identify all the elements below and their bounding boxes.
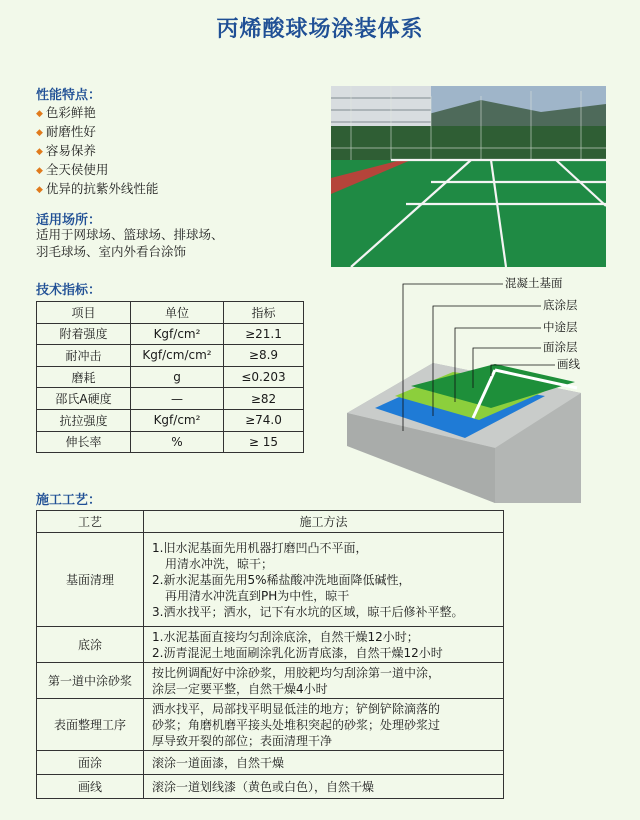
process-step: 底涂: [37, 627, 144, 663]
trees: [331, 126, 606, 160]
table-cell: %: [131, 431, 224, 453]
feature-item: [36, 104, 158, 123]
process-method: [144, 663, 504, 699]
table-row: [37, 409, 304, 431]
layer-label-base: 底涂层: [543, 298, 578, 312]
method-line: 涂层一定要平整，自然干燥4小时: [152, 681, 328, 696]
table-row: [37, 431, 304, 453]
table-cell: 耐冲击: [37, 345, 131, 367]
method-line: 再用清水冲洗直到PH为中性，晾干: [165, 588, 350, 603]
process-step: 表面整理工序: [37, 699, 144, 751]
table-cell: 磨耗: [37, 366, 131, 388]
feature-item: [36, 123, 158, 142]
method-line: 滚涂一道划线漆（黄色或白色），自然干燥: [152, 779, 375, 794]
method-line: 按比例调配好中涂砂浆，用胶耙均匀刮涂第一道中涂，: [152, 665, 441, 680]
table-cell: ≥ 15: [224, 431, 304, 453]
table-cell: 抗拉强度: [37, 409, 131, 431]
feature-text: 耐磨性好: [45, 124, 96, 139]
feature-text: 色彩鲜艳: [45, 105, 96, 120]
table-cell: 附着强度: [37, 323, 131, 345]
layer-diagram: [345, 268, 605, 503]
column-header: 项目: [37, 302, 131, 324]
process-step: 基面清理: [37, 533, 144, 627]
diamond-bullet-icon: ◆: [36, 109, 43, 119]
venues-heading: 适用场所：: [36, 213, 102, 228]
method-line: 滚涂一道面漆，自然干燥: [152, 755, 285, 770]
table-row: [37, 323, 304, 345]
table-cell: ≤0.203: [224, 366, 304, 388]
table-cell: ≥82: [224, 388, 304, 410]
table-cell: Kgf/cm²: [131, 409, 224, 431]
table-row: [37, 345, 304, 367]
page-title: 丙烯酸球场涂装体系: [216, 17, 424, 42]
feature-item: [36, 180, 158, 199]
venue-line: 羽毛球场、室内外看台涂饰: [36, 244, 187, 259]
process-table: [36, 510, 504, 799]
diamond-bullet-icon: ◆: [36, 147, 43, 157]
method-line: 1.水泥基面直接均匀刮涂底涂，自然干燥12小时；: [152, 629, 419, 644]
layer-label-top: 面涂层: [543, 340, 578, 354]
process-step: 画线: [37, 775, 144, 799]
table-header-row: [37, 302, 304, 324]
table-cell: ≥21.1: [224, 323, 304, 345]
venues-text: [36, 226, 224, 260]
feature-item: [36, 161, 158, 180]
table-cell: ≥8.9: [224, 345, 304, 367]
feature-text: 优异的抗紫外线性能: [45, 181, 159, 196]
diamond-bullet-icon: ◆: [36, 166, 43, 176]
specs-table: [36, 301, 304, 453]
process-method: [144, 533, 504, 627]
method-line: 砂浆；角磨机磨平接头处堆积突起的砂浆；处理砂浆过: [152, 717, 441, 732]
table-header-row: [37, 511, 504, 533]
feature-item: [36, 142, 158, 161]
column-header: 指标: [224, 302, 304, 324]
process-method: [144, 775, 504, 799]
table-cell: Kgf/cm²: [131, 323, 224, 345]
features-list: [36, 104, 158, 199]
table-row: [37, 627, 504, 663]
process-step: 面涂: [37, 751, 144, 775]
process-step: 第一道中涂砂浆: [37, 663, 144, 699]
layer-label-middle: 中途层: [543, 320, 578, 334]
method-line: 洒水找平，局部找平明显低洼的地方；铲倒铲除滴落的: [152, 701, 441, 716]
table-cell: g: [131, 366, 224, 388]
method-line: 3.洒水找平；洒水，记下有水坑的区域，晾干后修补平整。: [152, 604, 464, 619]
venue-line: 适用于网球场、篮球场、排球场、: [36, 227, 224, 242]
table-cell: —: [131, 388, 224, 410]
table-row: [37, 663, 504, 699]
table-row: [37, 366, 304, 388]
feature-text: 全天侯使用: [45, 162, 109, 177]
process-method: [144, 751, 504, 775]
table-row: [37, 533, 504, 627]
diamond-bullet-icon: ◆: [36, 185, 43, 195]
layer-label-line: 画线: [557, 357, 580, 371]
method-line: 用清水冲洗，晾干；: [165, 556, 274, 571]
table-cell: 邵氏A硬度: [37, 388, 131, 410]
column-header: 施工方法: [144, 511, 504, 533]
process-method: [144, 699, 504, 751]
method-line: 1.旧水泥基面先用机器打磨凹凸不平面，: [152, 540, 368, 555]
table-row: [37, 775, 504, 799]
method-line: 2.新水泥基面先用5%稀盐酸冲洗地面降低碱性，: [152, 572, 411, 587]
feature-text: 容易保养: [45, 143, 96, 158]
method-line: 厚导致开裂的部位；表面清理干净: [152, 733, 333, 748]
column-header: 工艺: [37, 511, 144, 533]
table-row: [37, 388, 304, 410]
specs-heading: 技术指标：: [36, 283, 102, 298]
table-cell: 伸长率: [37, 431, 131, 453]
process-method: [144, 627, 504, 663]
table-row: [37, 699, 504, 751]
diamond-bullet-icon: ◆: [36, 128, 43, 138]
column-header: 单位: [131, 302, 224, 324]
layer-label-concrete: 混凝土基面: [505, 276, 563, 290]
features-heading: 性能特点：: [36, 88, 102, 103]
table-cell: ≥74.0: [224, 409, 304, 431]
process-heading: 施工工艺：: [36, 493, 102, 508]
table-cell: Kgf/cm/cm²: [131, 345, 224, 367]
court-photo: [331, 86, 606, 267]
table-row: [37, 751, 504, 775]
method-line: 2.沥青混泥土地面刷涂乳化沥青底漆，自然干燥12小时: [152, 645, 443, 660]
